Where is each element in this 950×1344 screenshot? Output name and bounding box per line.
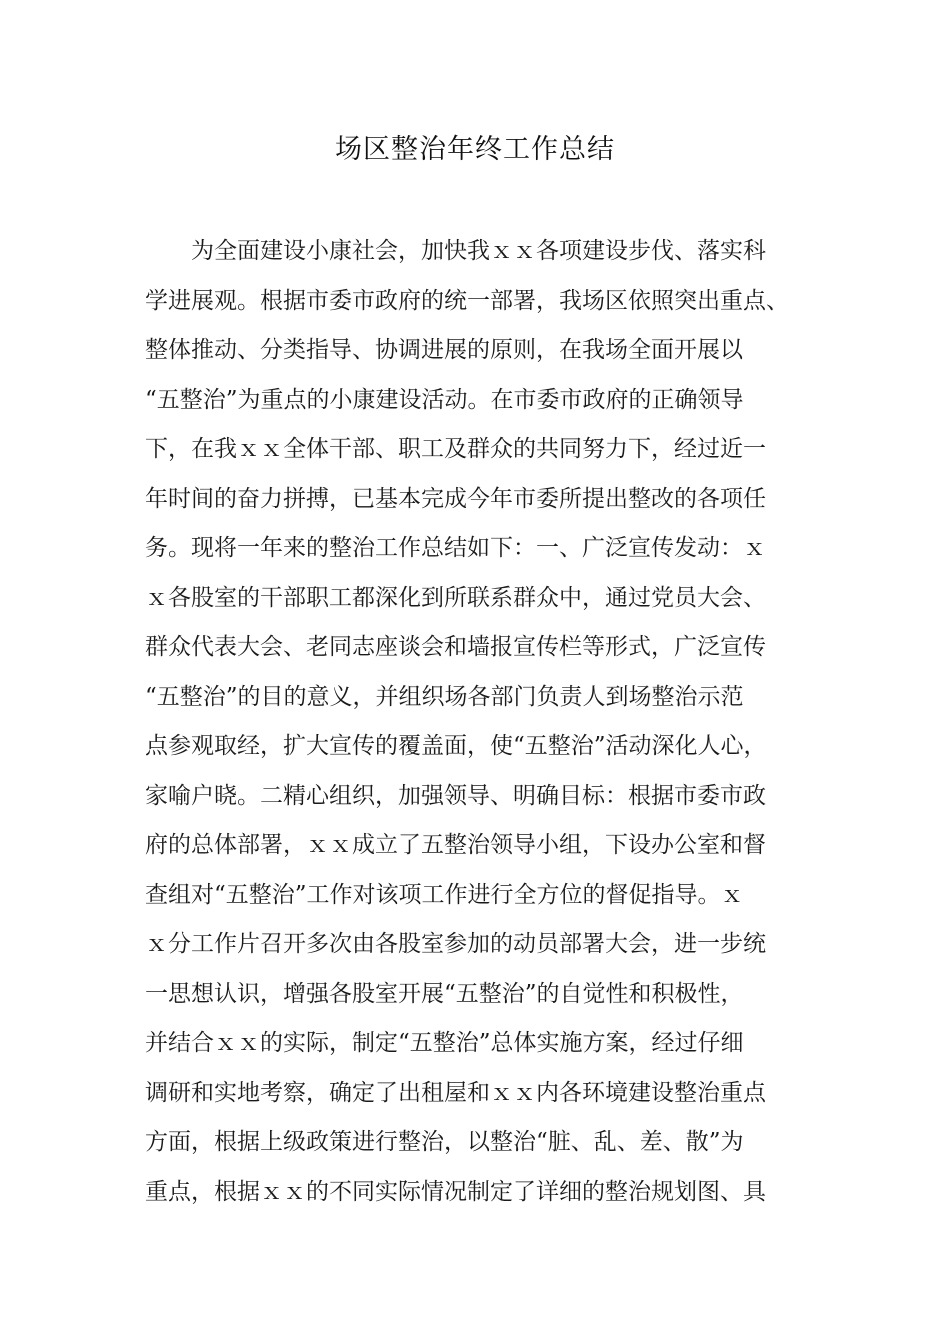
- body-line: 家喻户晓。二精心组织，加强领导、明确目标：根据市委市政: [145, 782, 766, 809]
- body-line: 查组对“五整治”工作对该项工作进行全方位的督促指导。ｘ: [145, 881, 744, 908]
- body-line: 下，在我ｘｘ全体干部、职工及群众的共同努力下，经过近一: [145, 436, 766, 462]
- body-line: 群众代表大会、老同志座谈会和墙报宣传栏等形式，广泛宣传: [145, 634, 766, 660]
- body-line: 调研和实地考察，确定了出租屋和ｘｘ内各环境建设整治重点: [145, 1079, 766, 1106]
- body-line: 一思想认识，增强各股室开展“五整治”的自觉性和积极性，: [145, 980, 744, 1007]
- body-line: 并结合ｘｘ的实际，制定“五整治”总体实施方案，经过仔细: [145, 1030, 744, 1056]
- body-line: 点参观取经，扩大宣传的覆盖面，使“五整治”活动深化人心，: [145, 733, 767, 759]
- body-line: 为全面建设小康社会，加快我ｘｘ各项建设步伐、落实科: [191, 238, 766, 264]
- document-body: [145, 227, 825, 1217]
- body-line: 重点，根据ｘｘ的不同实际情况制定了详细的整治规划图、具: [145, 1178, 766, 1205]
- body-line: “五整治”为重点的小康建设活动。在市委市政府的正确领导: [145, 386, 744, 413]
- document-title: 场区整治年终工作总结: [335, 134, 615, 165]
- body-line: 方面，根据上级政策进行整治，以整治“脏、乱、差、散”为: [145, 1129, 744, 1155]
- body-line: 年时间的奋力拼搏，已基本完成今年市委所提出整改的各项任: [145, 485, 766, 512]
- body-line: “五整治”的目的意义，并组织场各部门负责人到场整治示范: [145, 683, 744, 710]
- body-line: ｘ各股室的干部职工都深化到所联系群众中，通过党员大会、: [145, 584, 766, 611]
- body-line: 务。现将一年来的整治工作总结如下：一、广泛宣传发动：ｘ: [145, 535, 766, 561]
- body-line: 府的总体部署，ｘｘ成立了五整治领导小组，下设办公室和督: [145, 832, 766, 858]
- body-line: 整体推动、分类指导、协调进展的原则，在我场全面开展以: [145, 337, 743, 363]
- body-line: 学进展观。根据市委市政府的统一部署，我场区依照突出重点、: [145, 287, 789, 314]
- body-line: ｘ分工作片召开多次由各股室参加的动员部署大会，进一步统: [145, 931, 766, 957]
